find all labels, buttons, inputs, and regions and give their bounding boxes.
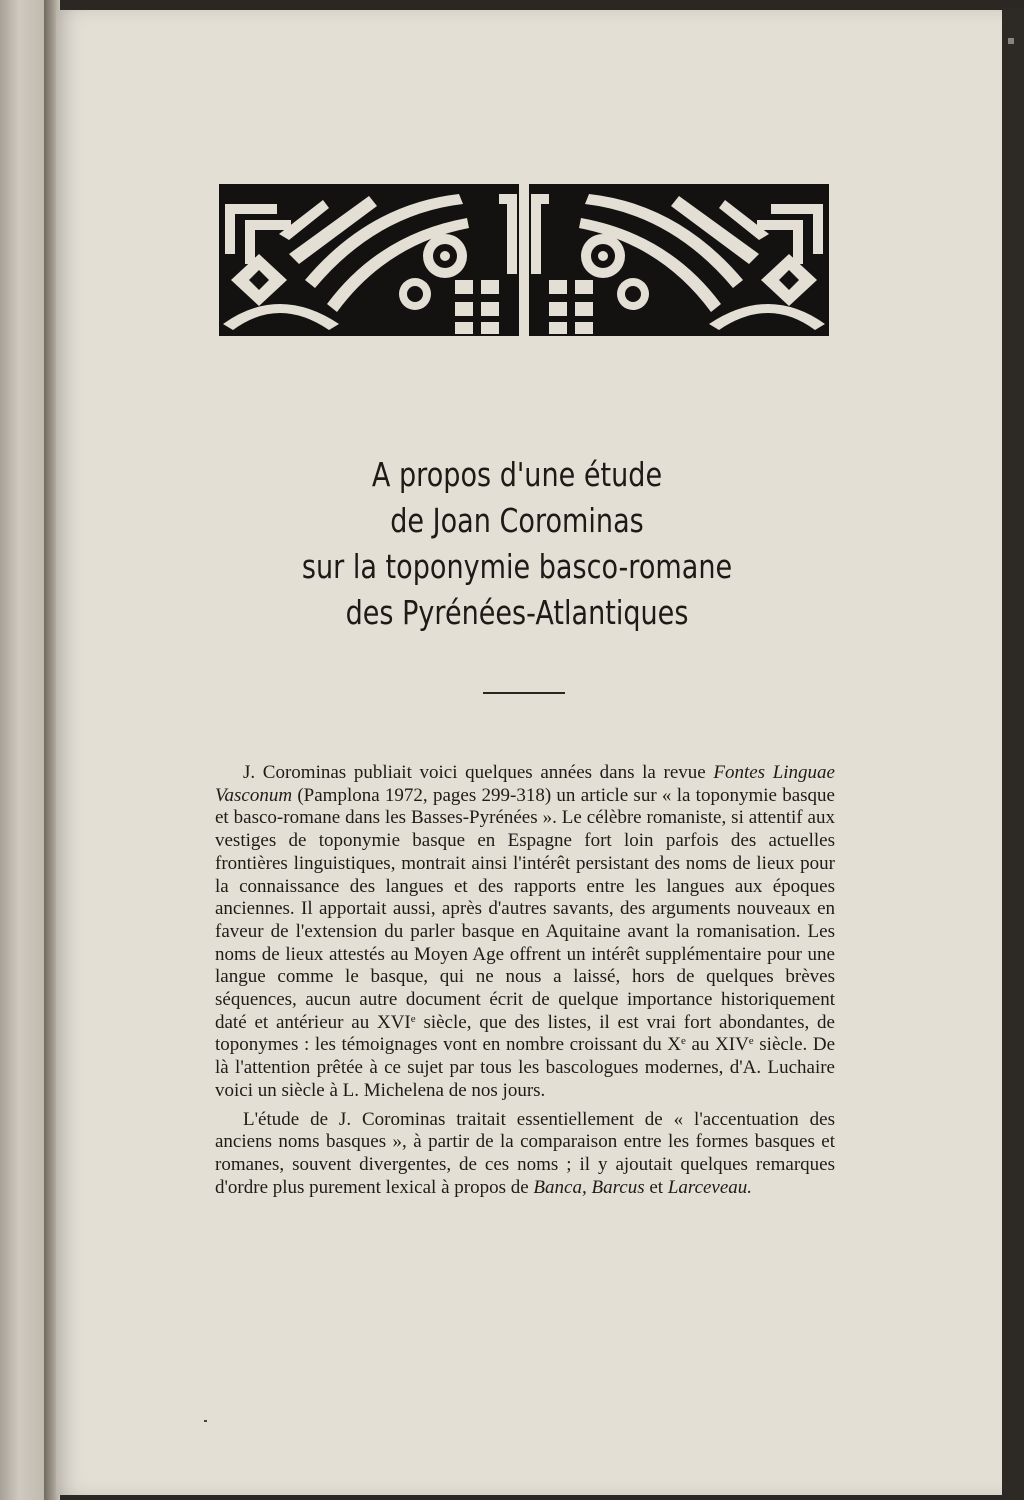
p1-text-2: (Pamplona 1972, pages 299-318) un article sur « la toponymie basque et basco-romane dans les Basses-Pyrénées ». Le célèbre romaniste, si attentif aux vestiges de toponymie basque en Espagne fort loin parfois des actuelles frontières linguistiques, montrait ainsi l'intérêt persistant des noms de lieux pour la connaissance des langues et des rapports entre les langues aux époques anciennes. Il apportait aussi, après d'autres savants, des arguments nouveaux en faveur de l'extension du parler basque en Aquitaine avant la romanisation. Les noms de lieux attestés au Moyen Age offrent un intérêt supplémentaire pour une langue comme le basque, qui ne nous a laissé, hors de quelques brèves séquences, aucun autre document écrit de quelque importance historiquement daté et antérieur au bbox=[215, 784, 835, 1033]
p1-text-5: siècle. De là l'attention prêtée à ce sujet par tous les bascologues modernes, d'A. Luchaire voici un siècle à L. Michelena de nos jours. bbox=[215, 1034, 835, 1101]
scan-border bbox=[1002, 8, 1024, 1500]
p1-text-3: siècle, que des listes, il est vrai fort abondantes, de toponymes : les témoignages vont en nombre croissant du bbox=[215, 1011, 835, 1056]
paragraph-1 bbox=[215, 762, 835, 1103]
place-name-larceveau: Larceveau. bbox=[667, 1176, 753, 1198]
title-line-3: sur la toponymie basco-romane bbox=[301, 547, 733, 586]
p1-text-1: J. Corominas publiait voici quelques années dans la revue bbox=[243, 762, 714, 783]
p2-text-2: et bbox=[644, 1176, 668, 1198]
scan-border-mark bbox=[1008, 38, 1014, 44]
century-xvi: XVI bbox=[376, 1011, 411, 1033]
title-line-4: des Pyrénées-Atlantiques bbox=[345, 593, 689, 632]
superscript-e-3: e bbox=[748, 1035, 754, 1048]
p1-text-4: au bbox=[685, 1034, 716, 1056]
paper-speck bbox=[204, 1420, 207, 1422]
paragraph-2 bbox=[215, 1109, 835, 1200]
century-x: X bbox=[667, 1034, 682, 1056]
century-xiv: XIV bbox=[715, 1034, 749, 1056]
place-names-banca-barcus: Banca, Barcus bbox=[533, 1176, 645, 1198]
title-line-1: A propos d'une étude bbox=[371, 455, 663, 494]
title-divider bbox=[483, 692, 565, 694]
superscript-e-1: e bbox=[410, 1012, 416, 1025]
article-title bbox=[224, 452, 809, 636]
title-line-2: de Joan Corominas bbox=[390, 501, 644, 540]
superscript-e-2: e bbox=[681, 1035, 686, 1048]
previous-page-edge bbox=[0, 0, 48, 1500]
basque-frieze-ornament-icon bbox=[219, 184, 829, 336]
journal-title: Fontes Linguae Vasconum bbox=[215, 762, 835, 806]
article-body bbox=[215, 762, 835, 1199]
p2-text-1: L'étude de J. Corominas traitait essentiellement de « l'accentuation des anciens noms basques », à partir de la comparaison entre les formes basques et romanes, souvent divergentes, de ces noms ; il y ajoutait quelques remarques d'ordre plus purement lexical à propos de bbox=[215, 1108, 835, 1198]
